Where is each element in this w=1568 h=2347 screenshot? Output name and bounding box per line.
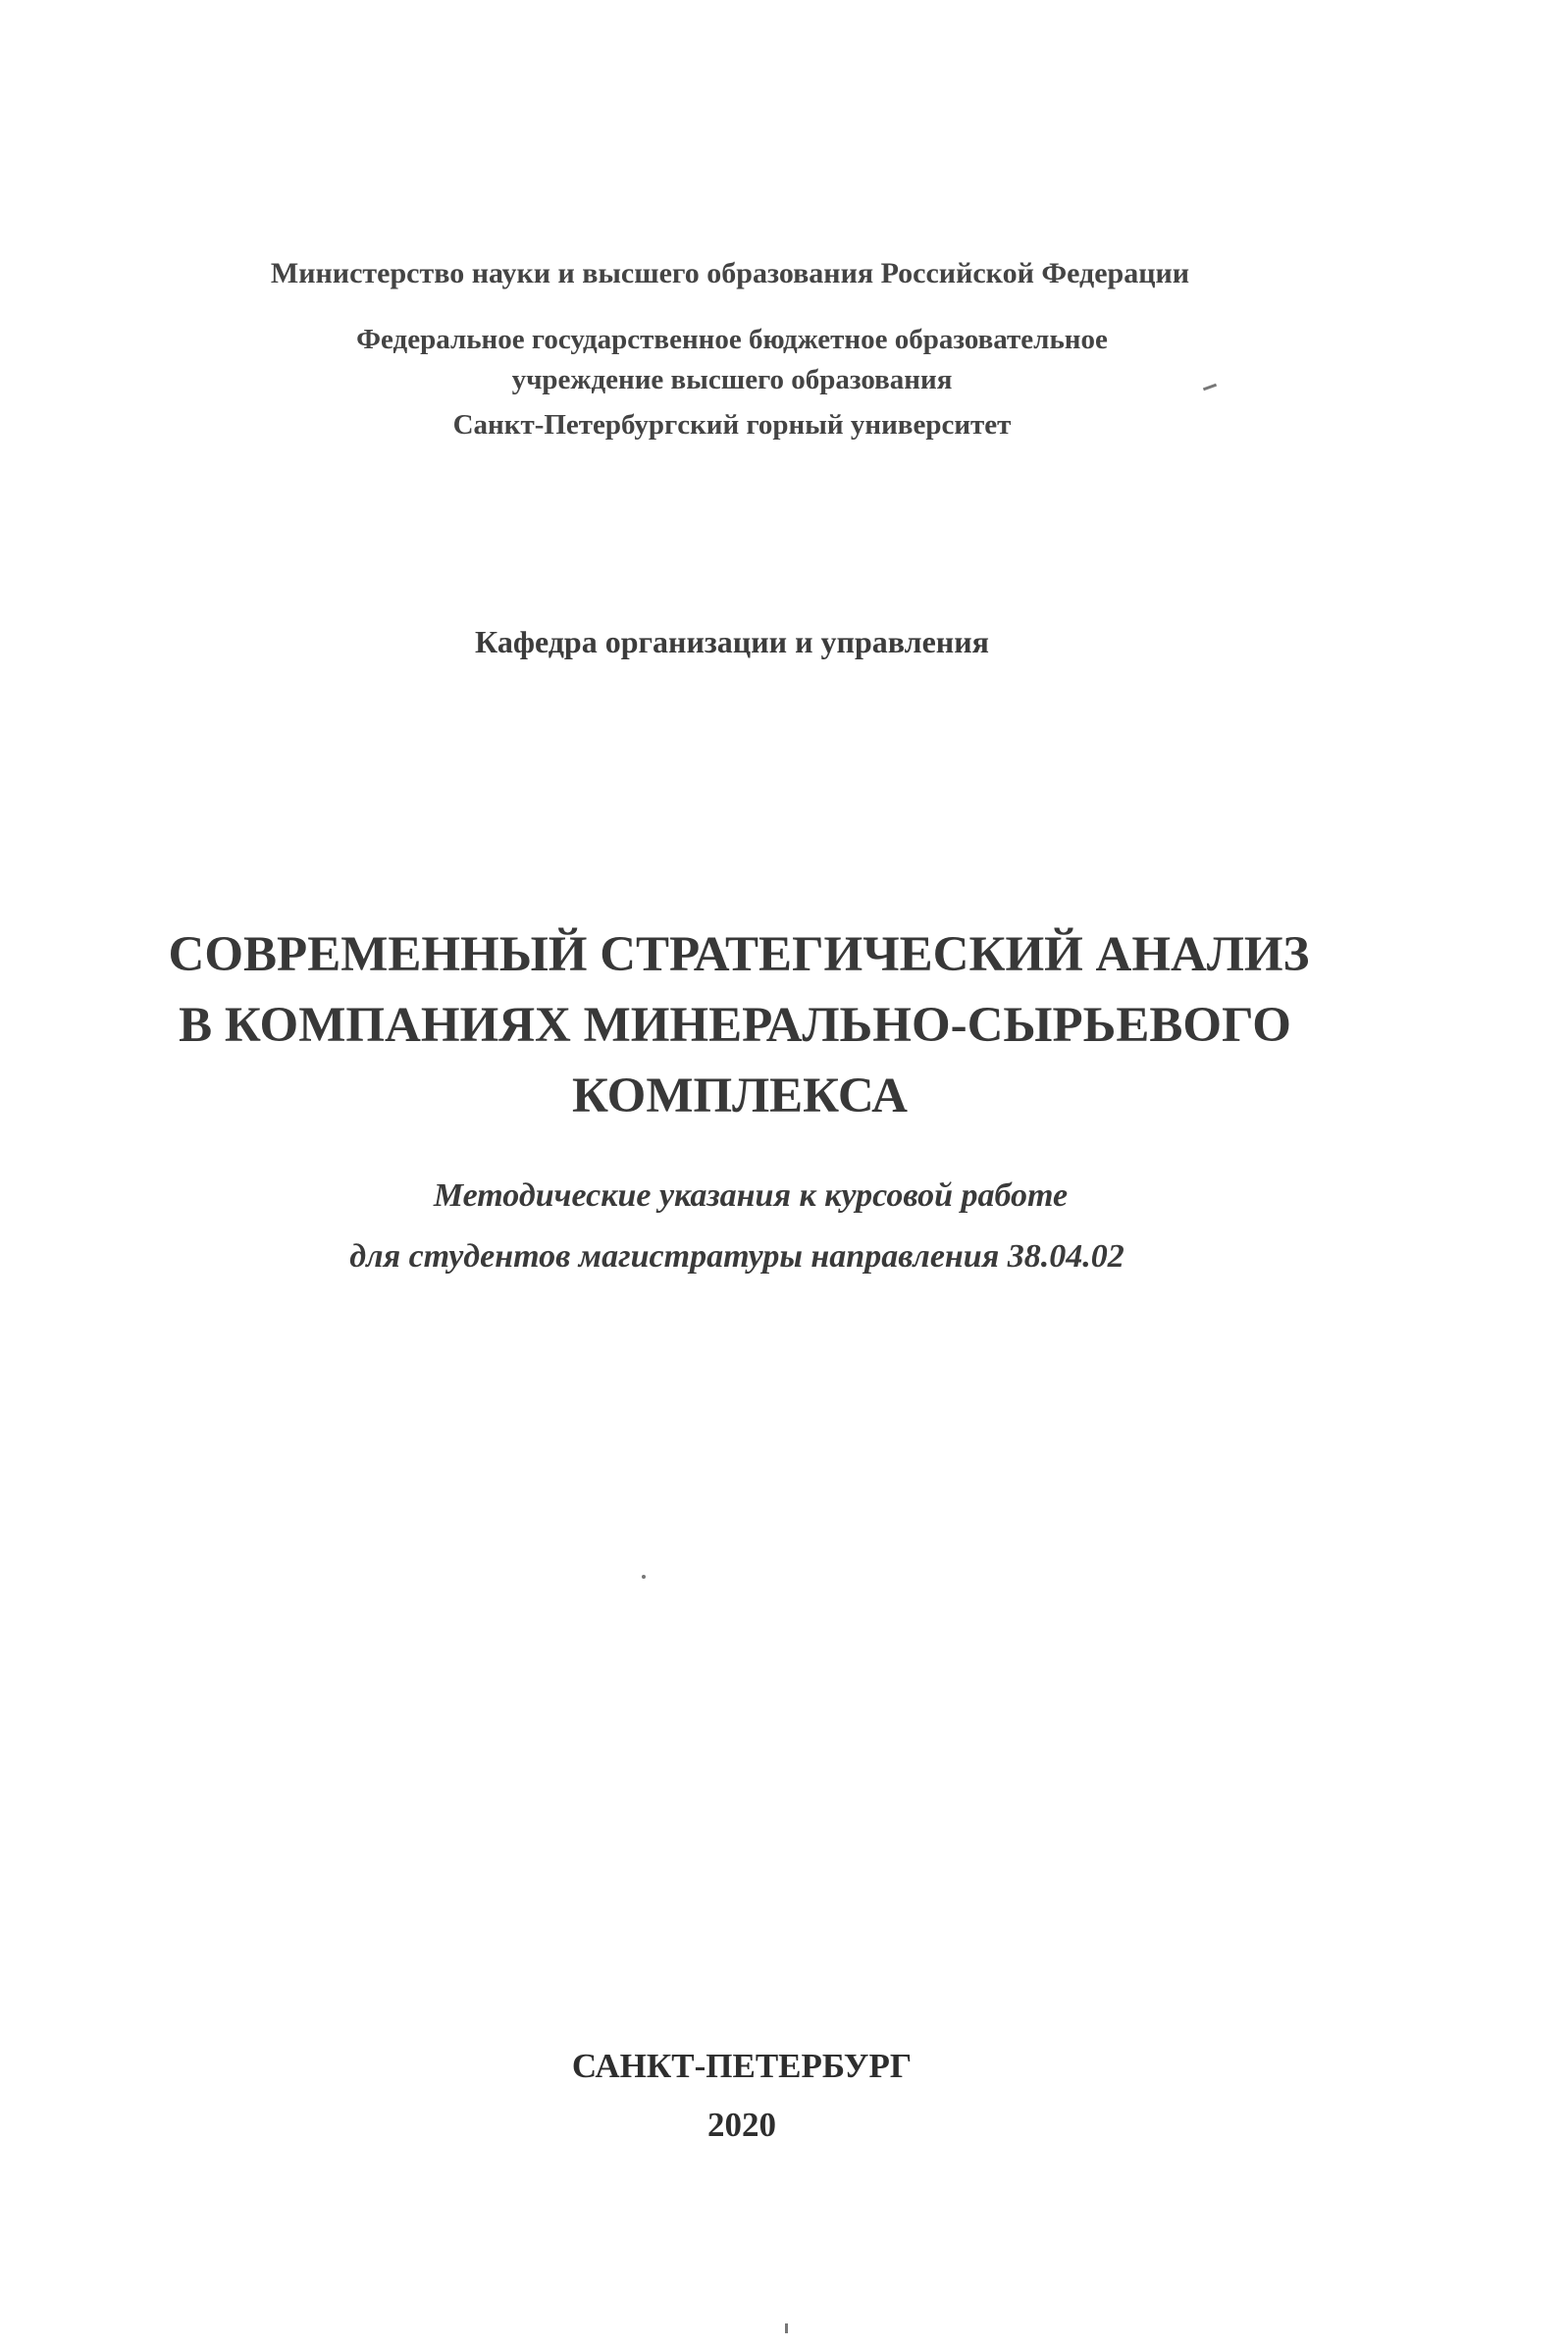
- scan-speck: [785, 2323, 788, 2333]
- institution-line-2: учреждение высшего образования: [511, 364, 953, 395]
- year-line: 2020: [707, 2106, 776, 2144]
- subtitle-line-2: для студентов магистратуры направления 38.04.02: [349, 1238, 1124, 1275]
- title-line-3: КОМПЛЕКСА: [571, 1069, 909, 1123]
- ministry-line: Министерство науки и высшего образования Российской Федерации: [270, 257, 1190, 289]
- institution-line-1: Федеральное государственное бюджетное образовательное: [356, 324, 1108, 355]
- institution-line-3: Санкт-Петербургский горный университет: [452, 409, 1012, 441]
- city-line: САНКТ-ПЕТЕРБУРГ: [571, 2047, 913, 2085]
- department-line: Кафедра организации и управления: [475, 624, 989, 659]
- scan-speck: [1203, 384, 1217, 391]
- title-line-2: В КОМПАНИЯХ МИНЕРАЛЬНО-СЫРЬЕВОГО: [179, 998, 1291, 1053]
- subtitle-line-1: Методические указания к курсовой работе: [433, 1177, 1069, 1214]
- title-line-1: СОВРЕМЕННЫЙ СТРАТЕГИЧЕСКИЙ АНАЛИЗ: [168, 927, 1310, 982]
- scan-speck: [642, 1575, 646, 1579]
